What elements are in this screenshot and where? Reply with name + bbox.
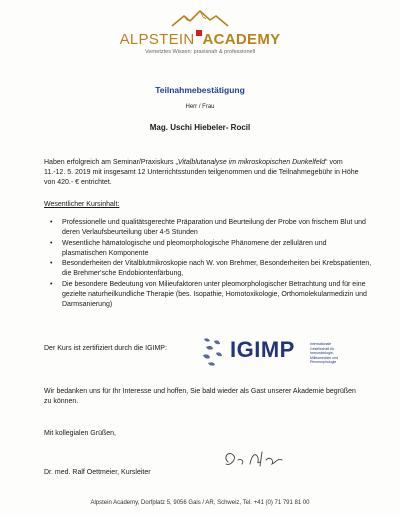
- course-contents-list: [50, 218, 372, 310]
- igimp-emblem-icon: [200, 335, 230, 369]
- mountain-peaks-icon: [170, 10, 230, 28]
- brand-academy: ACADEMY: [202, 31, 281, 48]
- brand-alpstein: ALPSTEIN: [119, 31, 195, 48]
- document-title: Teilnahmebestätigung: [155, 85, 245, 95]
- igimp-wordmark: IGIMP: [230, 337, 295, 362]
- course-title: Vitalblutanalyse im mikroskopischen Dunkelfeld: [177, 159, 326, 166]
- salutation: Herr / Frau: [185, 104, 215, 110]
- participant-name: Mag. Uschi Hiebeler- Rocil: [149, 123, 251, 132]
- swiss-flag-icon: [196, 30, 202, 36]
- footer-address: Alpstein Academy, Dorfplatz 5, 9056 Gais / AR, Schweiz, Tel. +41 (0) 71 791 81 00: [90, 500, 310, 506]
- igimp-logo: [200, 333, 348, 373]
- list-item: • Professionelle und qualitätsgerechte Präparation und Beurteilung der Probe von frischem Blut und deren Verlaufsbeurteilung über 4-5 Stunden: [50, 218, 372, 238]
- intro-part2: “ vom 11.-12. 5. 2019 mit insgesamt 12 Unterrichtsstunden teilgenommen und die Teilnahmegebühr in Höhe von 420.- € entrichtet.: [44, 159, 359, 186]
- closing-greeting: Mit kollegialen Grüßen,: [44, 430, 116, 437]
- course-contents-heading: Wesentlicher Kursinhalt:: [44, 201, 120, 208]
- list-item: • Wesentliche hämatologische und pleomorphologische Phänomene der zellulären und plasmatischen Komponente: [50, 239, 372, 259]
- brand-tagline: Vernetztes Wissen: praxisnah & professionell: [144, 49, 256, 55]
- signature-icon: [220, 446, 290, 472]
- intro-paragraph: [44, 158, 364, 188]
- alpstein-academy-logo: [0, 10, 400, 55]
- brand-name: [0, 30, 400, 48]
- thanks-paragraph: Wir bedanken uns für Ihr Interesse und hoffen, Sie bald wieder als Gast unserer Akademie begrüßen zu können.: [44, 388, 356, 405]
- list-item: • Besonderheiten der Vitalblutmikroskopie nach W. von Brehmer, Besonderheiten bei Krebspatienten, die Brehmer'sche Endobiontenfärbung,: [50, 259, 372, 279]
- signer-name: Dr. med. Ralf Oettmeier, Kursleiter: [44, 469, 151, 476]
- certification-text: Der Kurs ist zertifiziert durch die IGIMP:: [44, 345, 167, 352]
- igimp-description: Internationale Gesellschaft für Immunbiologie, Milieumedizin und Pleomorphologie: [310, 342, 339, 364]
- intro-part1: Haben erfolgreich am Seminar/Praxiskurs „: [44, 159, 178, 166]
- list-item: • Die besondere Bedeutung von Milieufaktoren unter pleomorphologischer Betrachtung und für eine gezielte naturheilkundliche Therapie (bes. Isopathie, Homotoxikologie, Orthomolekularmedizin und Darmsanierung): [50, 280, 372, 310]
